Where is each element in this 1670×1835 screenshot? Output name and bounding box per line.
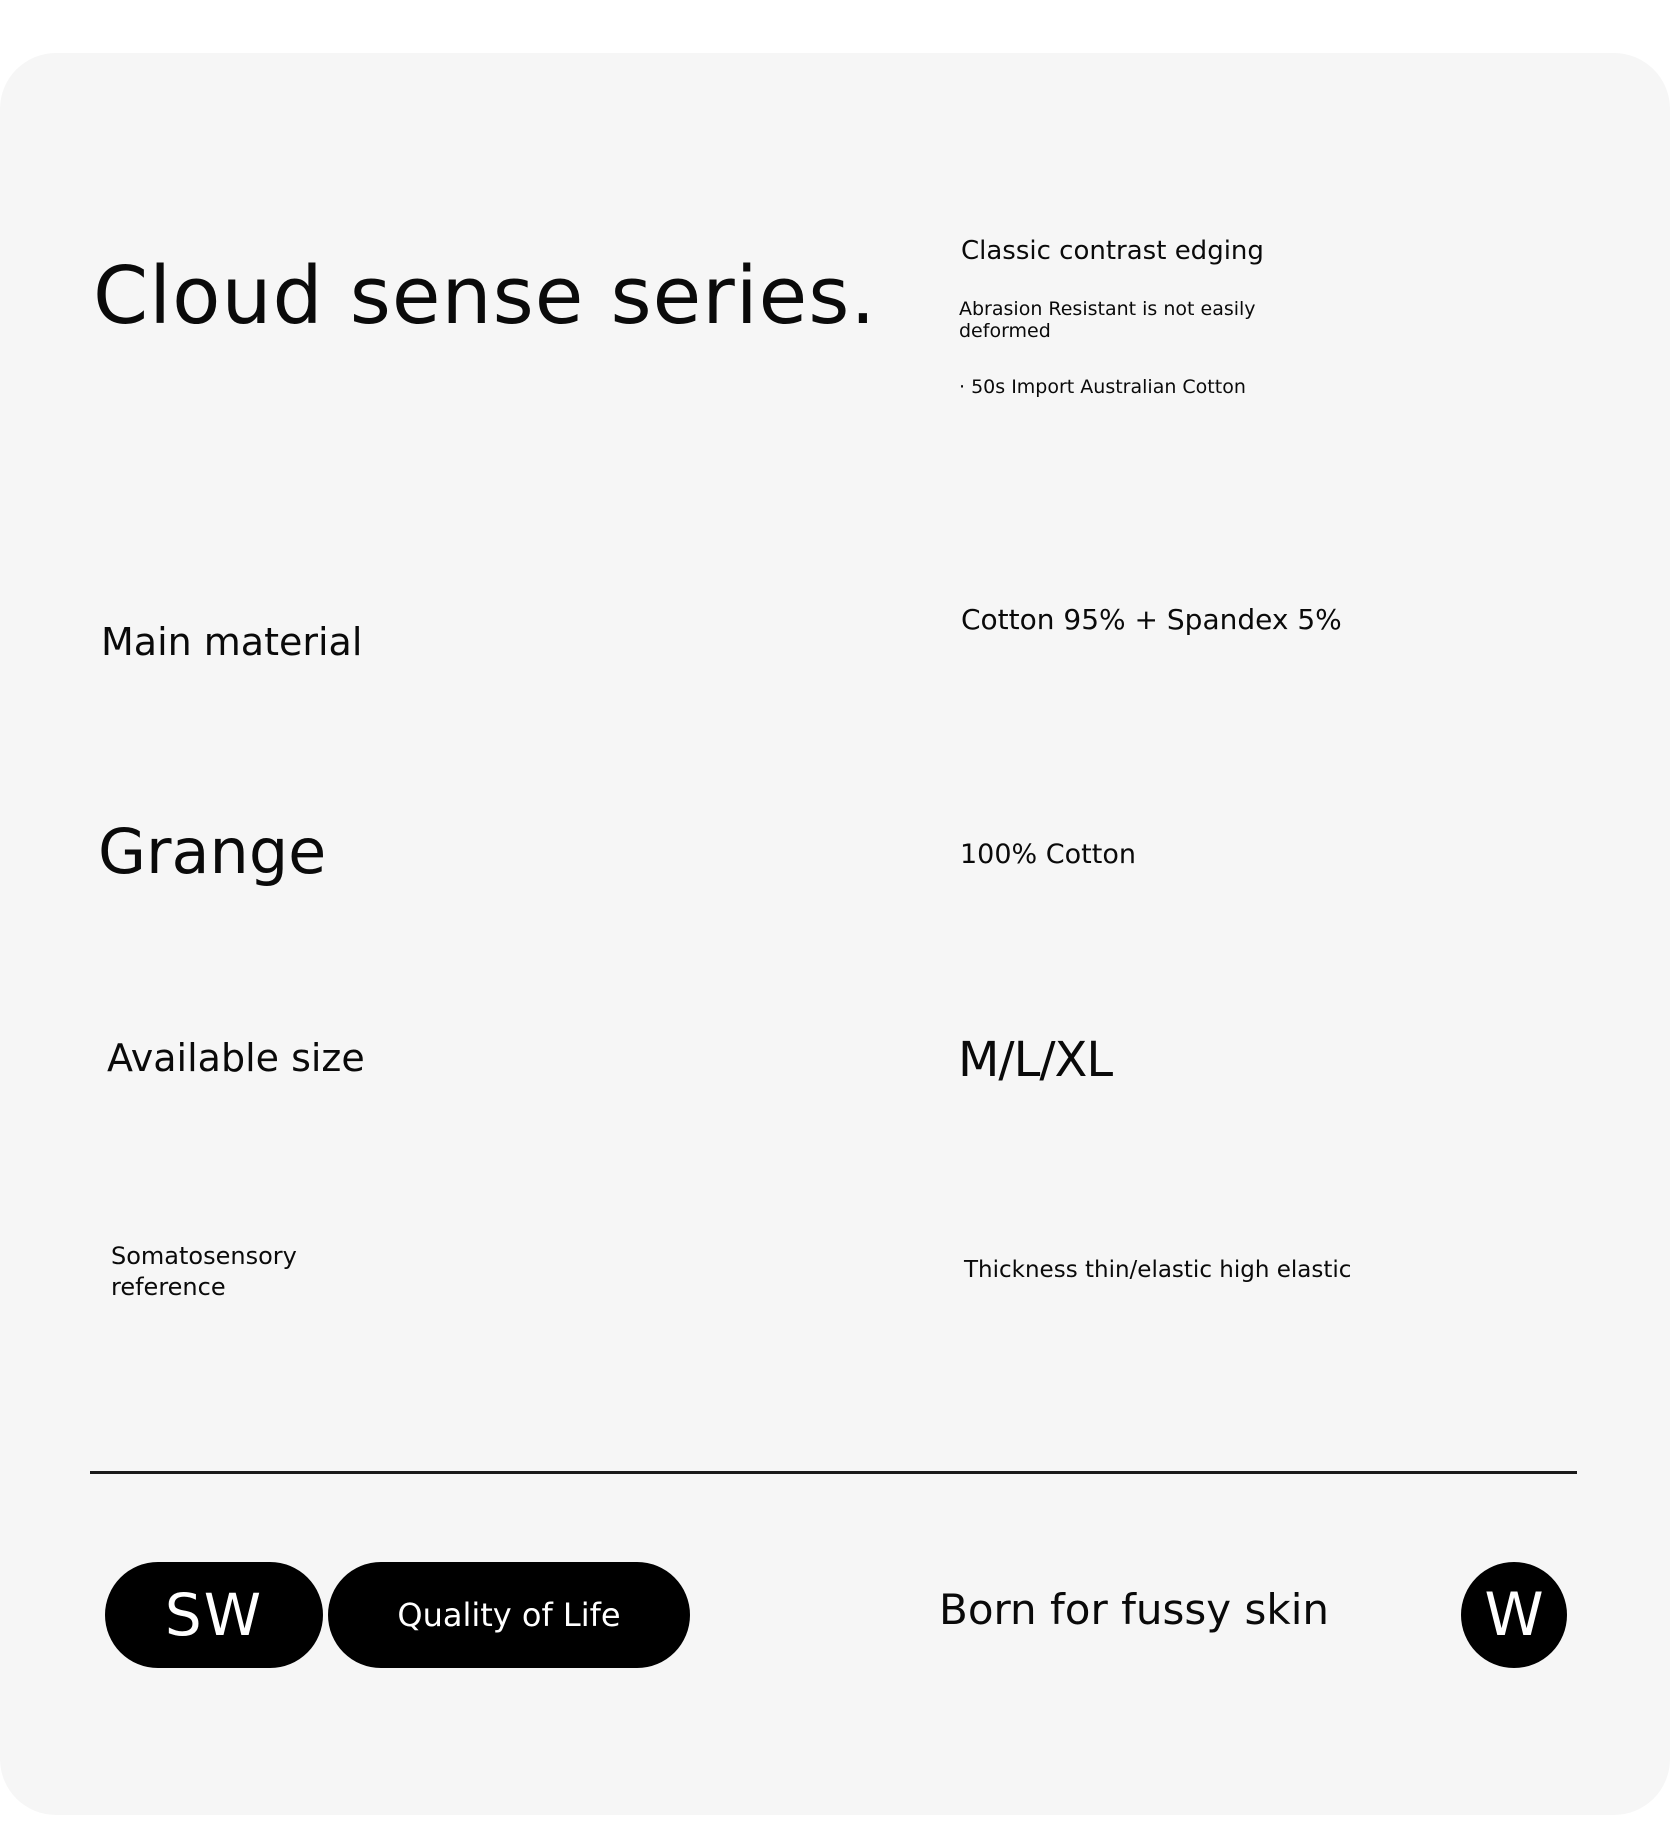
brand-slogan-pill bbox=[328, 1562, 690, 1668]
spec-value-grange: 100% Cotton bbox=[960, 839, 1136, 870]
brand-logo-pill bbox=[105, 1562, 323, 1668]
spec-value-main-material: Cotton 95% + Spandex 5% bbox=[961, 603, 1342, 636]
brand-slogan-text: Quality of Life bbox=[397, 1596, 621, 1634]
spec-label-main-material: Main material bbox=[101, 620, 363, 664]
edging-title: Classic contrast edging bbox=[961, 236, 1264, 266]
tagline: Born for fussy skin bbox=[939, 1585, 1329, 1634]
edging-description: Abrasion Resistant is not easily deformed bbox=[959, 298, 1256, 342]
spec-value-available-size: M/L/XL bbox=[958, 1032, 1113, 1088]
spec-label-grange: Grange bbox=[98, 815, 327, 888]
badge-letter: W bbox=[1484, 1580, 1544, 1650]
spec-value-somatosensory: Thickness thin/elastic high elastic bbox=[964, 1257, 1352, 1283]
brand-short-text: SW bbox=[164, 1581, 264, 1649]
spec-label-available-size: Available size bbox=[107, 1036, 365, 1080]
divider bbox=[90, 1471, 1577, 1474]
edging-bullet: · 50s Import Australian Cotton bbox=[959, 376, 1246, 398]
spec-label-somatosensory: Somatosensory reference bbox=[111, 1242, 297, 1301]
series-title: Cloud sense series. bbox=[93, 250, 877, 342]
w-logo-badge bbox=[1461, 1562, 1567, 1668]
